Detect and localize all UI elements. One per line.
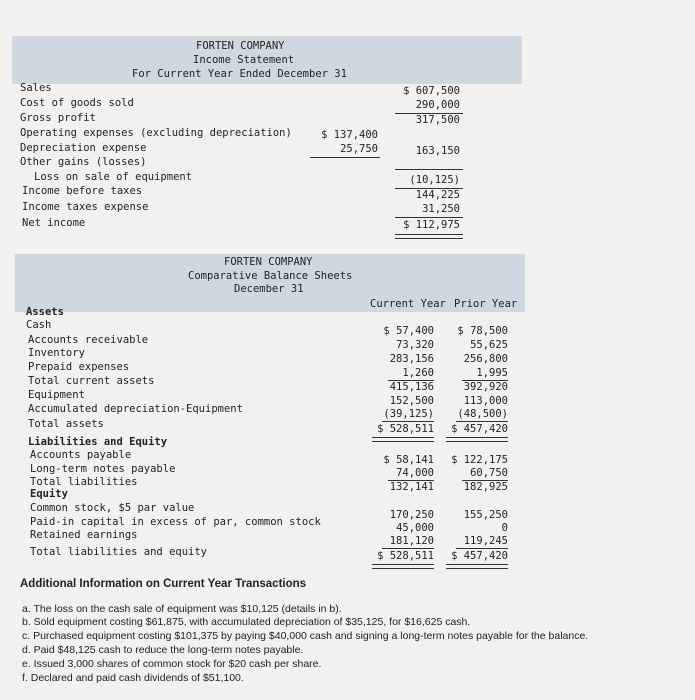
income-period: For Current Year Ended December 31 <box>132 68 347 80</box>
income-inner-value: $ 137,400 <box>321 129 378 141</box>
balance-date: December 31 <box>234 283 304 295</box>
income-row-label: Sales <box>20 82 52 94</box>
balance-row-label: Accounts receivable <box>28 334 149 346</box>
current-year-value: (39,125) <box>383 408 434 420</box>
current-year-value: 73,320 <box>396 339 434 351</box>
balance-row-label: Accounts payable <box>30 449 132 461</box>
income-inner-underline <box>310 157 380 158</box>
prior-year-value: 113,000 <box>463 395 508 407</box>
current-year-value: 132,141 <box>389 481 434 493</box>
prior-year-double-underline <box>446 437 508 442</box>
income-outer-value: $ 607,500 <box>403 85 460 97</box>
balance-row-label: Total liabilities <box>30 476 138 488</box>
income-row-label: Loss on sale of equipment <box>34 171 193 183</box>
current-year-value: $ 528,511 <box>377 423 434 435</box>
balance-row-label: Liabilities and Equity <box>28 436 168 448</box>
prior-year-value: 55,625 <box>470 339 508 351</box>
income-outer-value: (10,125) <box>409 174 460 186</box>
balance-row-label: Cash <box>26 319 52 331</box>
income-row-label: Depreciation expense <box>20 142 147 154</box>
balance-row-label: Retained earnings <box>30 529 138 541</box>
balance-row-label: Assets <box>26 306 64 318</box>
additional-info-item: e. Issued 3,000 shares of common stock for $20 cash per share. <box>22 658 322 670</box>
prior-year-double-underline <box>446 564 508 569</box>
prior-year-value: 155,250 <box>463 509 508 521</box>
income-outer-value: 163,150 <box>415 145 460 157</box>
income-inner-value: 25,750 <box>340 143 378 155</box>
current-year-value: $ 57,400 <box>383 325 434 337</box>
current-year-value: 181,120 <box>389 535 434 547</box>
balance-title: Comparative Balance Sheets <box>188 270 353 282</box>
prior-year-value: 119,245 <box>463 535 508 547</box>
balance-row-label: Paid-in capital in excess of par, common stock <box>30 516 321 528</box>
prior-year-value: 60,750 <box>470 467 508 479</box>
income-row-label: Operating expenses (excluding depreciation) <box>20 127 292 139</box>
additional-info-item: c. Purchased equipment costing $101,375 by paying $40,000 cash and signing a long-term notes payable for the balance. <box>22 630 589 642</box>
income-row-label: Income taxes expense <box>22 201 149 213</box>
income-row-label: Cost of goods sold <box>20 97 134 109</box>
balance-row-label: Common stock, $5 par value <box>30 502 195 514</box>
income-row-label: Gross profit <box>20 112 96 124</box>
current-year-underline <box>382 421 434 422</box>
additional-info-title: Additional Information on Current Year Transactions <box>20 578 307 590</box>
balance-row-label: Long-term notes payable <box>30 463 176 475</box>
income-outer-value: 317,500 <box>415 114 460 126</box>
balance-row-label: Equity <box>30 488 68 500</box>
balance-row-label: Total liabilities and equity <box>30 546 208 558</box>
additional-info-item: f. Declared and paid cash dividends of $51,100. <box>22 672 244 684</box>
balance-row-label: Total current assets <box>28 375 155 387</box>
income-outer-underline <box>395 217 463 218</box>
income-row-label: Income before taxes <box>22 185 143 197</box>
balance-row-label: Total assets <box>28 418 104 430</box>
current-year-value: $ 58,141 <box>383 454 434 466</box>
current-year-underline <box>382 548 434 549</box>
prior-year-value: (48,500) <box>457 408 508 420</box>
balance-row-label: Accumulated depreciation-Equipment <box>28 403 243 415</box>
prior-year-value: 1,995 <box>476 367 508 379</box>
prior-year-value: $ 78,500 <box>457 325 508 337</box>
income-outer-value: 144,225 <box>415 189 460 201</box>
income-outer-value: 290,000 <box>415 99 460 111</box>
current-year-value: 415,136 <box>389 381 434 393</box>
additional-info-item: a. The loss on the cash sale of equipment was $10,125 (details in b). <box>22 603 342 615</box>
income-net-double-underline <box>395 234 463 239</box>
income-outer-value: 31,250 <box>422 203 460 215</box>
income-outer-underline <box>395 169 463 170</box>
balance-row-label: Equipment <box>28 389 85 401</box>
income-row-label: Other gains (losses) <box>20 156 147 168</box>
current-year-double-underline <box>372 437 434 442</box>
current-year-value: 283,156 <box>389 353 434 365</box>
income-company-name: FORTEN COMPANY <box>196 40 285 52</box>
income-row-label: Net income <box>22 217 86 229</box>
prior-year-value: 182,925 <box>463 481 508 493</box>
balance-company-name: FORTEN COMPANY <box>224 256 313 268</box>
additional-info-item: d. Paid $48,125 cash to reduce the long-term notes payable. <box>22 644 304 656</box>
prior-year-value: $ 457,420 <box>451 550 508 562</box>
prior-year-value: 0 <box>501 522 508 534</box>
current-year-value: 74,000 <box>396 467 434 479</box>
prior-year-value: $ 122,175 <box>451 454 508 466</box>
income-title: Income Statement <box>193 54 295 66</box>
prior-year-value: $ 457,420 <box>451 423 508 435</box>
prior-year-value: 256,800 <box>463 353 508 365</box>
current-year-value: 170,250 <box>389 509 434 521</box>
income-outer-value: $ 112,975 <box>403 219 460 231</box>
column-header-current-year: Current Year <box>370 298 446 310</box>
additional-info-item: b. Sold equipment costing $61,875, with accumulated depreciation of $35,125, for $16,625 cash. <box>22 616 471 628</box>
prior-year-value: 392,920 <box>463 381 508 393</box>
prior-year-underline <box>456 548 508 549</box>
balance-row-label: Inventory <box>28 347 85 359</box>
balance-row-label: Prepaid expenses <box>28 361 130 373</box>
current-year-double-underline <box>372 564 434 569</box>
current-year-value: 1,260 <box>402 367 434 379</box>
column-header-prior-year: Prior Year <box>454 298 518 310</box>
current-year-value: 152,500 <box>389 395 434 407</box>
current-year-value: 45,000 <box>396 522 434 534</box>
prior-year-underline <box>456 421 508 422</box>
current-year-value: $ 528,511 <box>377 550 434 562</box>
